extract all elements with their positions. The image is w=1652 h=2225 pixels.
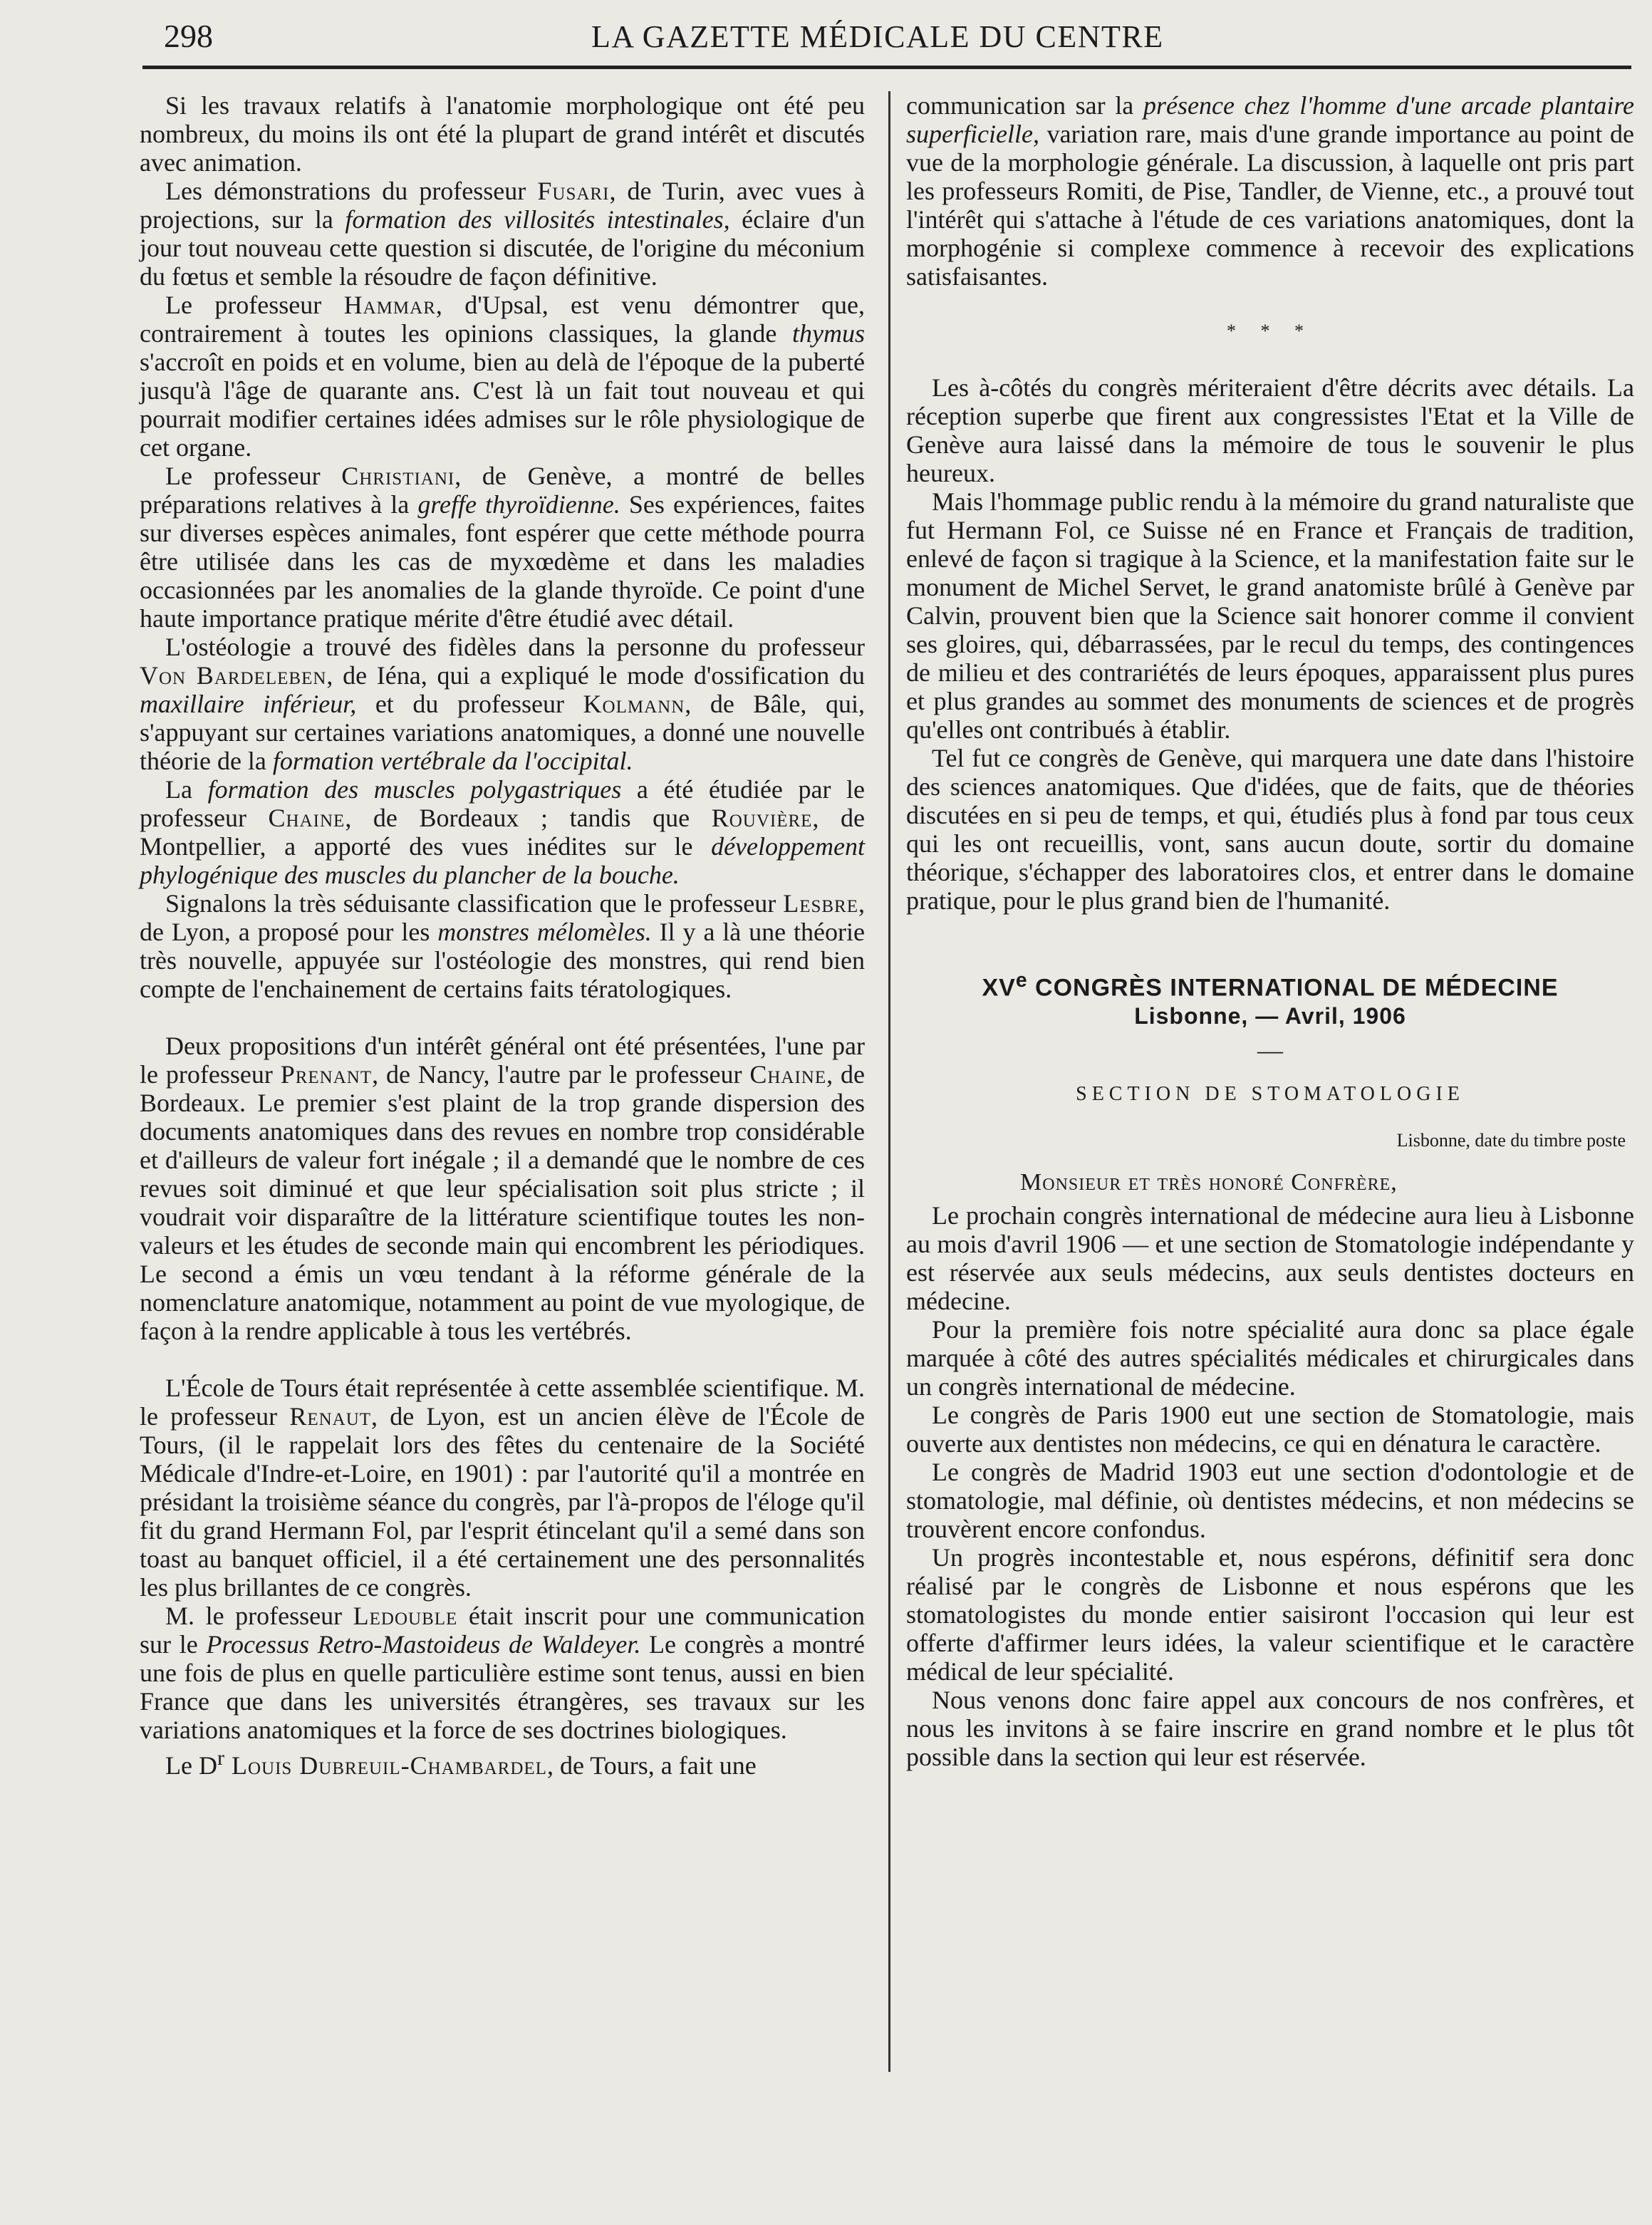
right-column [906, 91, 1634, 1771]
paragraph: L'École de Tours était représentée à cette assemblée scientifique. M. le professeur Renaut, de Lyon, est un ancien élève de l'École de Tours, (il le rappelait lors des fêtes du centenaire de la Société Médicale d'Indre-et-Loire, en 1901) : par l'autorité qu'il a montrée en présidant la troisième séance du congrès, par l'à-propos de l'éloge qu'il fit du grand Hermann Fol, par l'esprit étincelant qu'il a semé dans son toast au banquet officiel, il a été certainement une des personnalités les plus brillantes de ce congrès. [140, 1374, 865, 1602]
paragraph: Les démonstrations du professeur Fusari, de Turin, avec vues à projections, sur la formation des villosités intestinales, éclaire d'un jour tout nouveau cette question si discutée, de l'origine du méconium du fœtus et semble la résoudre de façon définitive. [140, 177, 865, 291]
paragraph: communication sar la présence chez l'homme d'une arcade plantaire superficielle, variation rare, mais d'une grande importance au point de vue de la morphologie générale. La discussion, à laquelle ont pris part les professeurs Romiti, de Pise, Tandler, de Vienne, etc., a prouvé tout l'intérêt qui s'attache à l'étude de ces variations anatomiques, dont la morphogénie si complexe commence à recevoir des explications satisfaisantes. [906, 91, 1634, 291]
author-name: Rouvière [711, 804, 813, 832]
author-name: Prenant [280, 1060, 373, 1089]
column-divider [888, 91, 890, 2072]
paragraph: Le professeur Christiani, de Genève, a montré de belles préparations relatives à la greffe thyroïdienne. Ses expériences, faites sur diverses espèces animales, font espérer que cette méthode pourra être utilisée dans les cas de myxœdème et dans les maladies occasionnées par les anomalies de la glande thyroïde. Ce point d'une haute importance pratique mérite d'être étudié avec détail. [140, 462, 866, 633]
page-number: 298 [164, 18, 213, 54]
letter-body [906, 1201, 1634, 1771]
paragraph: Le congrès de Paris 1900 eut une section de Stomatologie, mais ouverte aux dentistes non médecins, ce qui en dénatura le caractère. [906, 1401, 1634, 1458]
paragraph: Les à-côtés du congrès mériteraient d'être décrits avec détails. La réception superbe que firent aux congressistes l'Etat et la Ville de Genève aura laissé dans la mémoire de tous le souvenir le plus heureux. [906, 373, 1634, 487]
author-name: Fusari [537, 177, 610, 205]
paragraph: M. le professeur Ledouble était inscrit pour une communication sur le Processus Retro-Mastoideus de Waldeyer. Le congrès a montré une fois de plus en quelle particulière estime sont tenus, aussi en bien France que dans les universités étrangères, ses travaux sur les variations anatomiques et la force de ses doctrines biologiques. [140, 1602, 866, 1744]
paragraph: Le $D^r$ Louis Dubreuil-Chambardel, de Tours, a fait une [165, 1746, 757, 1780]
paragraph: La formation des muscles polygastriques a été étudiée par le professeur Chaine, de Bordeaux ; tandis que Rouvière, de Montpellier, a apporté des vues inédites sur le développement phylogénique des muscles du plancher de la bouche. [140, 775, 866, 889]
author-name: Chaine [268, 804, 346, 832]
paragraph: Si les travaux relatifs à l'anatomie morphologique ont été peu nombreux, du moins ils ont été la plupart de grand intérêt et discutés avec animation. [140, 91, 865, 177]
author-name: Kolmann [583, 690, 685, 718]
page-header [164, 14, 1624, 57]
letter-place-date: Lisbonne, date du timbre poste [1396, 1130, 1626, 1151]
section-break-stars: * * * [1227, 321, 1314, 341]
paragraph: Le professeur Hammar, d'Upsal, est venu démontrer que, contrairement à toutes les opinions classiques, la glande thymus s'accroît en poids et en volume, bien au delà de l'époque de la puberté jusqu'à l'âge de quarante ans. C'est là un fait tout nouveau et qui pourrait modifier certaines idées admises sur le rôle physiologique de cet organe. [140, 291, 865, 462]
author-name: Ledouble [353, 1602, 458, 1630]
author-name: Renaut [289, 1402, 372, 1431]
paragraph: Tel fut ce congrès de Genève, qui marquera une date dans l'histoire des sciences anatomiques. Que d'idées, que de faits, que de théories discutées en si peu de temps, et qui, étudiés plus à fond par tous ceux qui les ont recueillis, vont, sans aucun doute, sortir du domaine théorique, s'échapper des laboratoires clos, et entrer dans le domaine pratique, pour le plus grand bien de l'humanité. [906, 744, 1634, 915]
left-column [140, 91, 865, 1780]
article-subtitle: Lisbonne, — Avril, 1906 [1134, 1003, 1406, 1029]
header-rule [142, 66, 1631, 69]
paragraph: Le prochain congrès international de médecine aura lieu à Lisbonne au mois d'avril 1906 — et une section de Stomatologie indépendante y est réservée aux seuls médecins, aux seuls dentistes docteurs en médecine. [906, 1201, 1634, 1316]
author-name: Lesbre [783, 889, 858, 918]
author-name: Chaine [749, 1060, 827, 1089]
author-name: Von Bardeleben [140, 661, 327, 690]
article-title: XVe CONGRÈS INTERNATIONAL DE MÉDECINE [982, 969, 1559, 1002]
paragraph: Deux propositions d'un intérêt général ont été présentées, l'une par le professeur Prenant, de Nancy, l'autre par le professeur Chaine, de Bordeaux. Le premier s'est plaint de la trop grande dispersion des documents anatomiques dans des revues en nombre trop considérable et d'ailleurs de valeur fort inégale ; il a demandé que le nombre de ces revues soit diminué et que leur spécialisation soit plus stricte ; il voudrait voir disparaître de la littérature scientifique toutes les non-valeurs et les études de seconde main qui encombrent les périodiques. Le second a émis un vœu tendant à la réforme générale de la nomenclature anatomique, notamment au point de vue myologique, de façon à la rendre applicable à tous les vertébrés. [140, 1032, 866, 1345]
title-dash: — [1257, 1036, 1283, 1065]
paragraph: Nous venons donc faire appel aux concours de nos confrères, et nous les invitons à se faire inscrire en grand nombre et le plus tôt possible dans la section qui leur est réservée. [906, 1686, 1634, 1772]
author-name: Hammar [343, 291, 436, 319]
running-title: LA GAZETTE MÉDICALE DU CENTRE [591, 19, 1164, 54]
paragraph: Mais l'hommage public rendu à la mémoire du grand naturaliste que fut Hermann Fol, ce Suisse né en France et Français de tradition, enlevé de façon si tragique à la Science, et la manifestation faite sur le monument de Michel Servet, le grand anatomiste brûlé à Genève par Calvin, prouvent bien que la Science sait honorer comme il convient ses gloires, qui, débarrassées, par le recul du temps, des contingences de milieu et des contrariétés de leurs époques, apparaissent plus pures et plus grandes au sommet des monuments de sciences et de progrès qu'elles ont contribués à établir. [906, 487, 1634, 744]
letter-salutation: Monsieur et très honoré Confrère, [1020, 1169, 1398, 1196]
paragraph: Pour la première fois notre spécialité aura donc sa place égale marquée à côté des autres spécialités médicales et chirurgicales dans un congrès international de médecine. [906, 1315, 1634, 1401]
paragraph: Le congrès de Madrid 1903 eut une section d'odontologie et de stomatologie, mal définie, où dentistes médecins, et non médecins se trouvèrent encore confondus. [906, 1458, 1634, 1544]
author-name: Christiani [341, 462, 455, 490]
paragraph: Un progrès incontestable et, nous espérons, définitif sera donc réalisé par le congrès de Lisbonne et nous espérons que les stomatologistes du monde entier saisiront l'occasion qui leur est offerte d'affirmer leurs idées, la valeur scientifique et le caractère médical de leur spécialité. [906, 1543, 1634, 1686]
author-name: Louis Dubreuil-Chambardel [224, 1751, 547, 1780]
paragraph: L'ostéologie a trouvé des fidèles dans la personne du professeur Von Bardeleben, de Iéna, qui a expliqué le mode d'ossification du maxillaire inférieur, et du professeur Kolmann, de Bâle, qui, s'appuyant sur certaines variations anatomiques, a donné une nouvelle théorie de la formation vertébrale da l'occipital. [140, 633, 866, 775]
paragraph: Signalons la très séduisante classification que le professeur Lesbre, de Lyon, a proposé pour les monstres mélomèles. Il y a là une théorie très nouvelle, appuyée sur l'ostéologie des monstres, qui rend bien compte de l'enchainement de certains faits tératologiques. [140, 889, 865, 1003]
section-heading: SECTION DE STOMATOLOGIE [1076, 1083, 1465, 1106]
